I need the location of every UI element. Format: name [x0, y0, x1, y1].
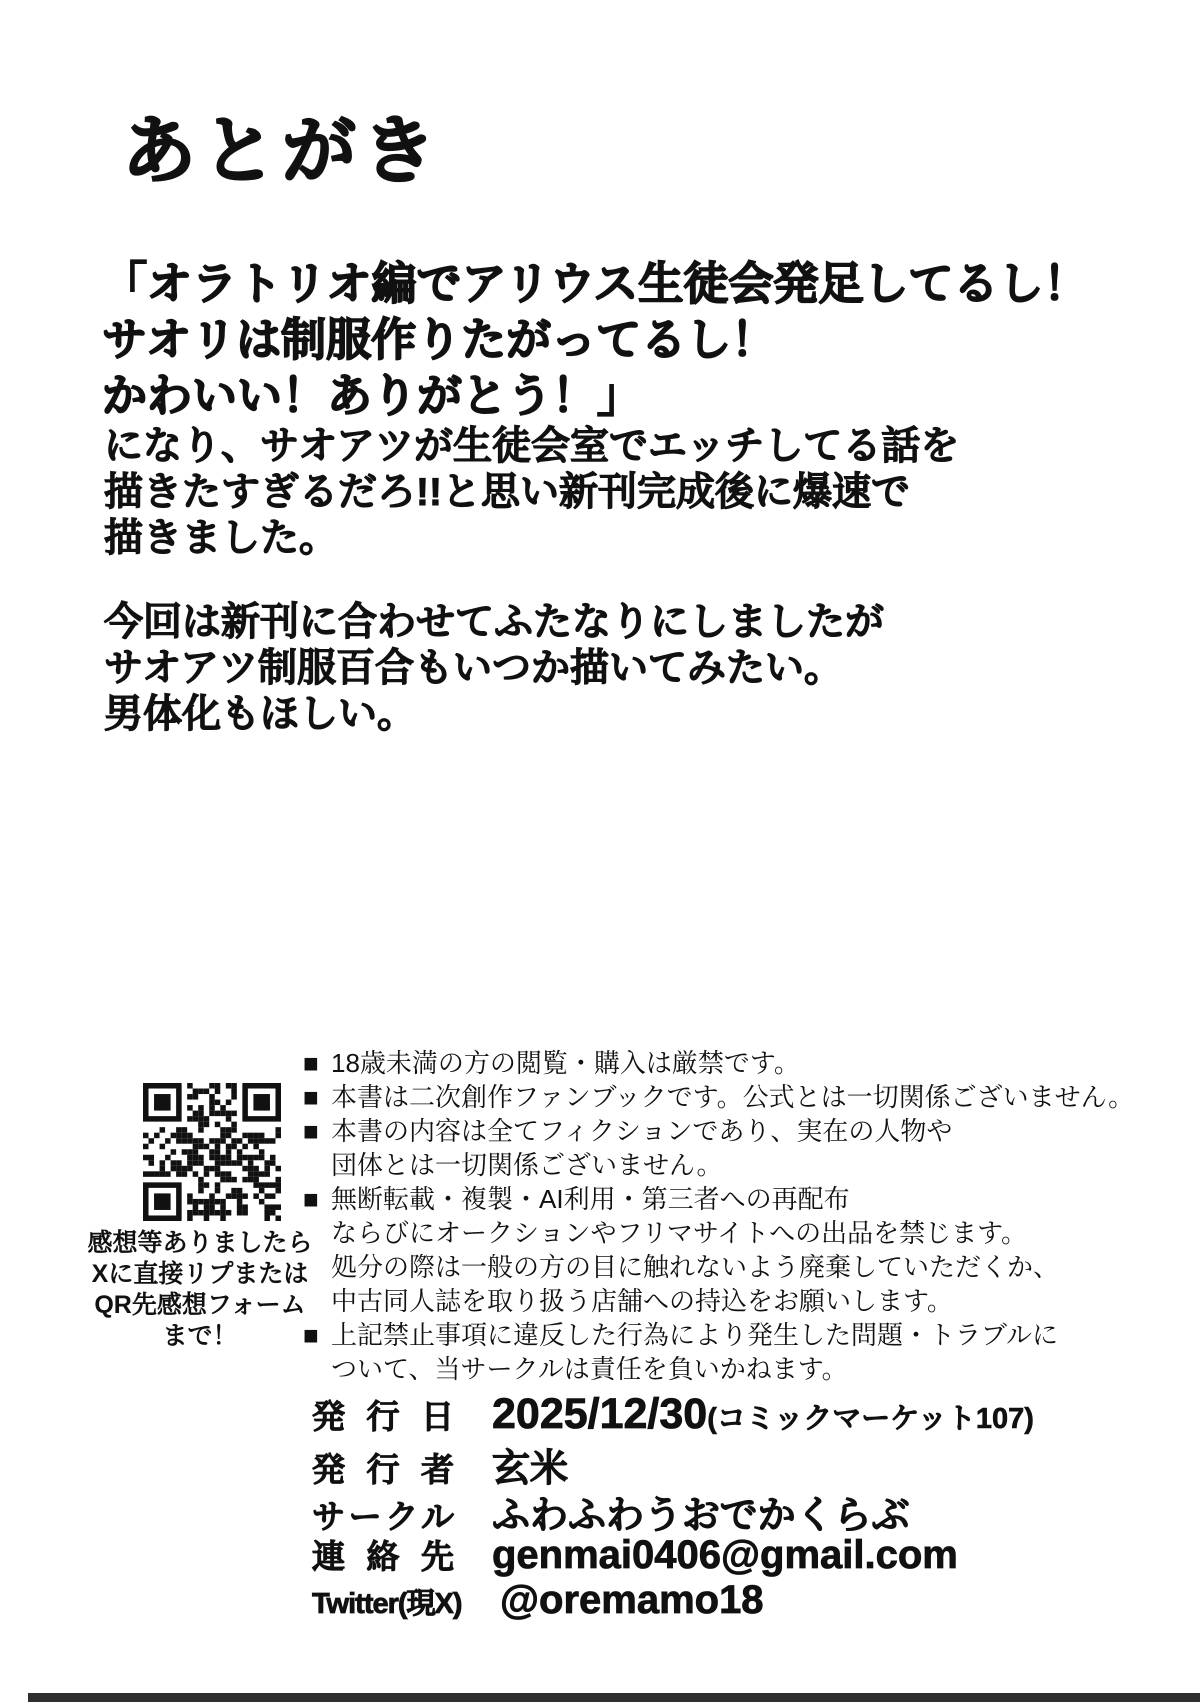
colophon-value: @oremamo18 [500, 1578, 764, 1622]
page-bottom-edge [28, 1693, 1200, 1702]
colophon-row [312, 1484, 1034, 1537]
notice-line [303, 1114, 1134, 1148]
notice-line [303, 1318, 1134, 1352]
notice-text: ついて、当サークルは責任を負いかねます。 [331, 1354, 848, 1384]
notice-text: 上記禁止事項に違反した行為により発生した問題・トラブルに [331, 1320, 1058, 1350]
colophon-value: 玄米 [492, 1448, 569, 1490]
paragraph-line: になり、サオアツが生徒会室でエッチしてる話を [104, 425, 960, 468]
page-title: あとがき [122, 109, 442, 192]
colophon-value: ふわふわうおでかくらぶ [492, 1495, 910, 1537]
paragraph-line: 男体化もほしい。 [104, 693, 417, 736]
notice-text: 無断転載・複製・AI利用・第三者への再配布 [331, 1184, 850, 1214]
notice-text: 本書は二次創作ファンブックです。公式とは一切関係ございません。 [331, 1082, 1135, 1112]
colophon-label: Twitter(現X) [312, 1588, 462, 1620]
colophon-value: genmai0406@gmail.com [492, 1533, 958, 1577]
qr-caption [70, 1228, 330, 1352]
bullet-square-icon: ■ [303, 1116, 319, 1146]
colophon-row [312, 1390, 1034, 1437]
notice-line [303, 1216, 1134, 1250]
qr-caption-line: 感想等ありましたら [87, 1229, 313, 1257]
paragraph-line: 描きました。 [104, 517, 339, 560]
colophon-label: サークル [312, 1498, 454, 1535]
paragraph-1 [104, 424, 959, 562]
notice-line [303, 1182, 1134, 1216]
quote-block [102, 256, 1088, 424]
notice-text: 団体とは一切関係ございません。 [331, 1150, 723, 1180]
qr-caption-line: まで！ [162, 1322, 238, 1350]
colophon-value: 2025/12/30(コミックマーケット107) [492, 1390, 1034, 1438]
quote-line: 「オラトリオ編でアリウス生徒会発足してるし！ [102, 258, 1089, 309]
colophon [312, 1390, 1034, 1625]
notice-line [303, 1046, 1134, 1080]
notice-line [303, 1352, 1134, 1386]
quote-line: かわいい！ありがとう！」 [102, 370, 643, 421]
qr-caption-line: Xに直接リプまたは [91, 1260, 309, 1288]
notice-line [303, 1250, 1134, 1284]
paragraph-line: 今回は新刊に合わせてふたなりにしましたが [104, 601, 885, 644]
notice-text: 中古同人誌を取り扱う店舗への持込をお願いします。 [331, 1286, 953, 1316]
notice-line [303, 1080, 1134, 1114]
colophon-label: 発行日 [312, 1398, 454, 1435]
notice-text: 処分の際は一般の方の目に触れないよう廃棄していただくか、 [331, 1252, 1060, 1282]
colophon-label: 連絡先 [312, 1538, 454, 1575]
quote-line: サオリは制服作りたがってるし！ [102, 314, 777, 365]
notice-text: 18歳未満の方の閲覧・購入は厳禁です。 [331, 1048, 800, 1078]
bullet-square-icon: ■ [303, 1184, 319, 1214]
notice-text: 本書の内容は全てフィクションであり、実在の人物や [331, 1116, 953, 1146]
notice-line [303, 1284, 1134, 1318]
disclaimer-notices [303, 1046, 1134, 1386]
colophon-value-suffix: (コミックマーケット107) [707, 1403, 1034, 1435]
paragraph-line: サオアツ制服百合もいつか描いてみたい。 [104, 647, 844, 690]
colophon-row [312, 1578, 1034, 1625]
bullet-square-icon: ■ [303, 1048, 319, 1078]
notice-text: ならびにオークションやフリマサイトへの出品を禁じます。 [331, 1218, 1028, 1248]
bullet-square-icon: ■ [303, 1320, 319, 1350]
colophon-label: 発行者 [312, 1451, 454, 1488]
paragraph-2 [104, 600, 884, 738]
colophon-row [312, 1437, 1034, 1490]
qr-caption-line: QR先感想フォーム [94, 1291, 306, 1319]
paragraph-line: 描きたすぎるだろ!!と思い新刊完成後に爆速で [104, 471, 910, 514]
colophon-row [312, 1531, 1034, 1578]
notice-line [303, 1148, 1134, 1182]
qr-code-icon [143, 1083, 281, 1221]
bullet-square-icon: ■ [303, 1082, 319, 1112]
